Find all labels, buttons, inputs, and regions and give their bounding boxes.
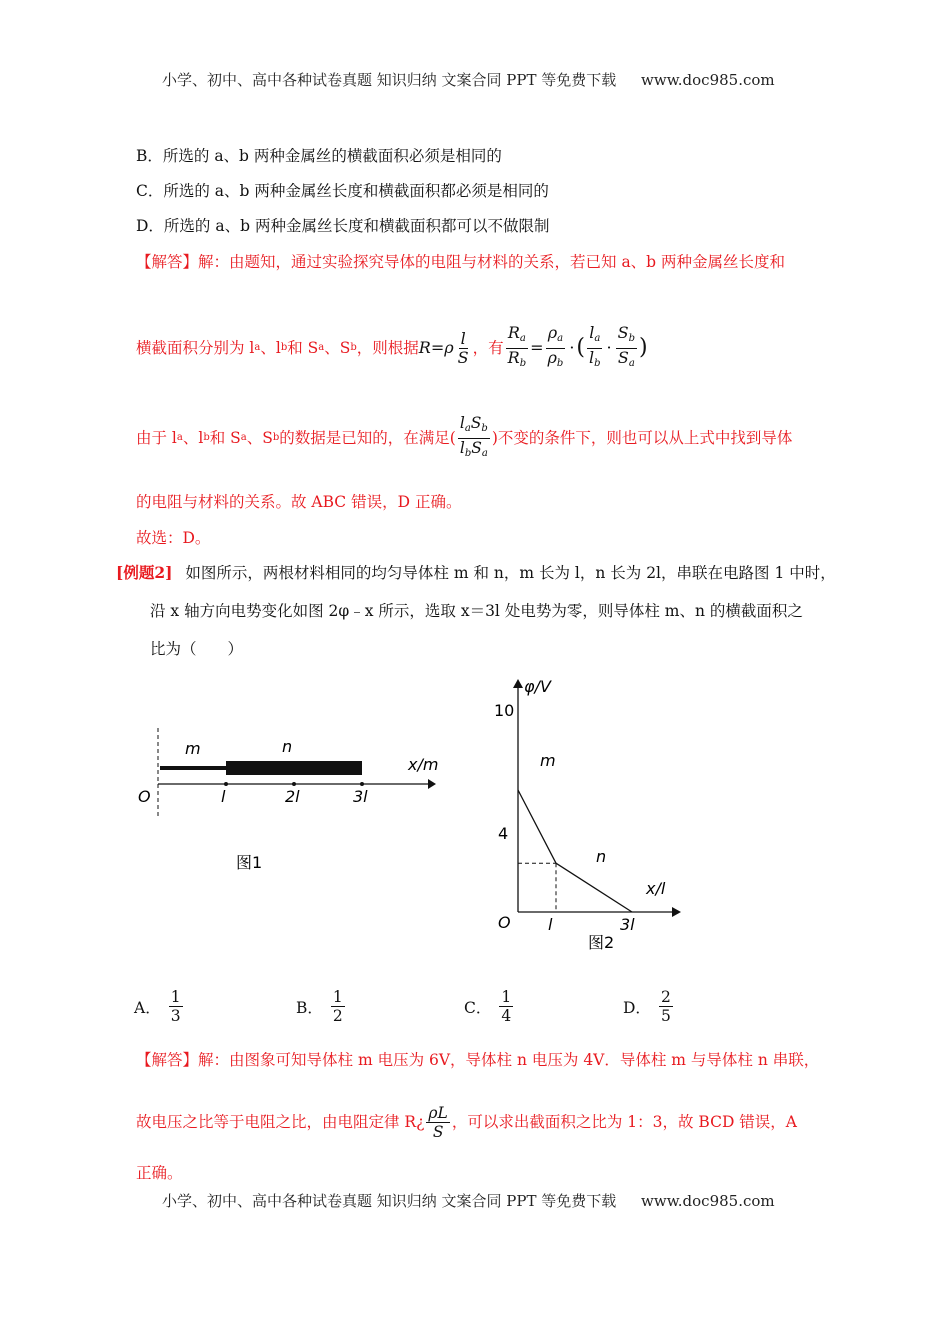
q2-stem-line1: [例题2] 如图所示，两根材料相同的均匀导体柱 m 和 n，m 长为 l，n 长为 2l，串联在电路图 1 中时， <box>116 563 836 582</box>
fig2-tick-4: 4 <box>498 824 509 843</box>
fig1-origin: O <box>138 787 151 806</box>
conductor-n <box>226 761 362 775</box>
phi-axis-arrow <box>513 679 523 688</box>
fig1-label-n: n <box>282 737 293 756</box>
example-tag: [例题2] <box>116 563 173 582</box>
segment-n <box>556 863 632 912</box>
fig2-tick-l: l <box>548 915 553 934</box>
fig2-label-m: m <box>540 751 556 770</box>
q2-answer-line3: 正确。 <box>136 1164 183 1182</box>
q2-stem-line3: 比为（ ） <box>150 640 244 658</box>
fig1-label-m: m <box>185 739 201 758</box>
q1-answer-line2: 横截面积分别为 l a 、l b 和 S a 、S b ，则根据 R = ρ $\frac{l}{S}$ ，有 $\frac{R_a}{R_b}$ = $\frac{\rho_a}{\rho_b}$ · ( $\frac{l_a}{l_b}$ · $\frac{S_b}{S_a}$ ) <box>136 323 648 373</box>
fig2-tick-10: 10 <box>494 701 515 720</box>
figure-1 <box>130 720 450 880</box>
q1-answer-line1: 【解答】解：由题知，通过实验探究导体的电阻与材料的关系，若已知 a、b 两种金属丝长度和 <box>136 253 786 271</box>
q2-option-a: A． $\frac{1}{3}$ <box>134 988 181 1025</box>
q2-answer-line2: 故电压之比等于电阻之比，由电阻定律 R¿ $\frac{\rho L}{S}$ ，可以求出截面积之比为 1：3，故 BCD 错误，A <box>136 1103 797 1141</box>
q1-answer-line4: 的电阻与材料的关系。故 ABC 错误，D 正确。 <box>136 493 462 511</box>
q2-option-b: B． $\frac{1}{2}$ <box>296 988 343 1025</box>
ls-ratio-fraction: $\frac{l_aS_b}{l_bS_a}$ <box>459 413 488 459</box>
fig1-tick-l: l <box>221 787 226 806</box>
q1-answer-line3: 由于 l a 、l b 和 S a 、S b 的数据是已知的，在满足( $\frac{l_aS_b}{l_bS_a}$ )不变的条件下，则也可以从上式中找到导体 <box>136 414 792 462</box>
footer-site: www.doc985.com <box>641 1192 775 1210</box>
fig2-caption: 图2 <box>588 933 615 952</box>
fig2-x-label: x/l <box>646 879 666 898</box>
header-text: 小学、初中、高中各种试卷真题 知识归纳 文案合同 PPT 等免费下载 <box>162 71 617 89</box>
resistance-law-formula: R = ρ $\frac{l}{S}$ <box>418 328 469 367</box>
fig1-tick-2l: 2l <box>285 787 300 806</box>
x-axis-arrow <box>672 907 681 917</box>
q1-option-d: D．所选的 a、b 两种金属丝长度和横截面积都可以不做限制 <box>136 217 550 235</box>
fig1-caption: 图1 <box>236 853 263 872</box>
resistivity-fraction: $\frac{\rho L}{S}$ <box>428 1103 448 1141</box>
fig2-origin: O <box>498 913 511 932</box>
page-header <box>162 70 775 90</box>
q2-option-c: C． $\frac{1}{4}$ <box>464 988 512 1025</box>
ratio-formula: $\frac{R_a}{R_b}$ = $\frac{\rho_a}{\rho_b}$ · ( $\frac{l_a}{l_b}$ · $\frac{S_b}{S_a}$ ) <box>507 322 648 369</box>
page-footer <box>162 1191 775 1211</box>
x-axis-arrow <box>428 779 436 789</box>
fig2-tick-3l: 3l <box>620 915 635 934</box>
conductor-m <box>160 766 226 770</box>
answer-tag: 【解答】 <box>136 253 199 271</box>
q2-stem-line2: 沿 x 轴方向电势变化如图 2φ﹣x 所示，选取 x＝3l 处电势为零，则导体柱 m、n 的横截面积之 <box>150 602 803 620</box>
tick-3l-dot <box>360 782 364 786</box>
fig1-axis-label: x/m <box>408 755 439 774</box>
q1-option-c: C．所选的 a、b 两种金属丝长度和横截面积都必须是相同的 <box>136 182 549 200</box>
header-site: www.doc985.com <box>641 71 775 89</box>
fig2-y-label: φ/V <box>524 677 551 696</box>
fig1-tick-3l: 3l <box>353 787 368 806</box>
figure-2 <box>488 672 688 957</box>
q1-option-b: B．所选的 a、b 两种金属丝的横截面积必须是相同的 <box>136 147 502 165</box>
tick-2l-dot <box>292 782 296 786</box>
answer-tag: 【解答】 <box>136 1051 199 1069</box>
segment-m <box>518 790 556 863</box>
q2-answer-line1: 【解答】解：由图象可知导体柱 m 电压为 6V，导体柱 n 电压为 4V．导体柱 m 与导体柱 n 串联， <box>136 1051 820 1069</box>
tick-l-dot <box>224 782 228 786</box>
q2-option-d: D． $\frac{2}{5}$ <box>623 988 671 1025</box>
q1-choice: 故选：D。 <box>136 529 211 547</box>
footer-text: 小学、初中、高中各种试卷真题 知识归纳 文案合同 PPT 等免费下载 <box>162 1192 617 1210</box>
fig2-label-n: n <box>596 847 607 866</box>
